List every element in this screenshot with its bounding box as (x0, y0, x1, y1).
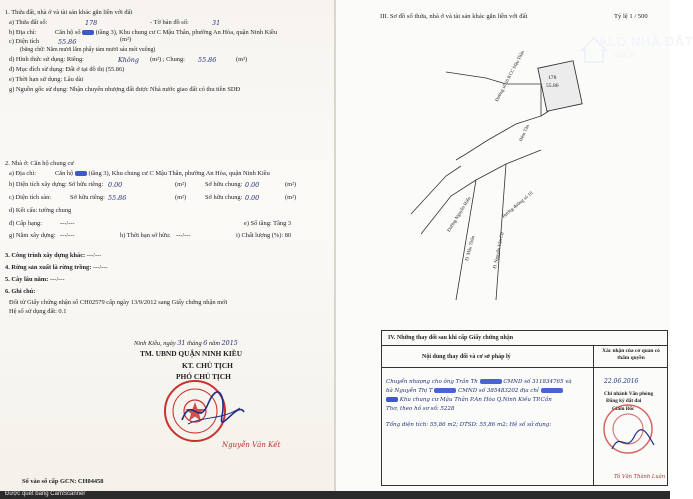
build-area-shared-label: Sở hữu chung: (205, 181, 243, 188)
house-address-suffix: (tầng 3), Khu chung cư C Mậu Thân, phường An Hòa, quận Ninh Kiều (88, 170, 270, 177)
floor-area-private: 55.86 (108, 194, 127, 202)
sign-place: Ninh Kiều, ngày (134, 340, 176, 347)
sign-title: PHÓ CHỦ TỊCH (176, 372, 231, 381)
build-area-label: b) Diện tích xây dựng: Sở hữu riêng: (9, 181, 104, 188)
change-line-2-post: CMND số 385483202 địa chỉ (458, 388, 539, 394)
ownership-term-label: h) Thời hạn sở hữu: (120, 232, 171, 239)
usage-private-value: Không (118, 56, 139, 64)
usage-purpose: đ) Mục đích sử dụng: Đất ở tại đô thị (55.86) (9, 66, 125, 73)
section-3-value: ---/--- (86, 252, 102, 259)
office-name-1: Chi nhánh Văn phòng (604, 391, 654, 397)
table-rule (382, 367, 667, 368)
map-lot-number: 178 (548, 75, 557, 81)
section-3 (5, 252, 101, 260)
changes-table (381, 330, 668, 486)
lot-178-outline (538, 61, 582, 112)
change-line-2 (386, 387, 563, 395)
floor-count: e) Số tầng: Tầng 3 (244, 220, 292, 227)
left-page (0, 0, 336, 499)
section-4 (5, 264, 107, 272)
gcn-serial: Số vào sổ cấp GCN: CH04458 (22, 478, 104, 485)
office-name-2: Đăng ký đất đai (606, 398, 642, 404)
road-label-1: Đường số 10 KCC Mậu Thân (494, 50, 527, 103)
office-signature (608, 427, 658, 457)
map-sheet-label: - Tờ bản đồ số: (150, 19, 189, 26)
section-1-header: 1. Thửa đất, nhà ở và tài sản khác gắn liền với đất (5, 9, 133, 16)
section-4-value: ---/--- (92, 264, 108, 271)
floor-area-private-label: Sở hữu riêng: (70, 194, 105, 201)
redaction-mark (541, 388, 563, 393)
section-5 (5, 276, 64, 284)
ownership-term-value: ---/--- (176, 232, 191, 239)
scan-footer-bar (0, 491, 670, 499)
road-label-2: Hướng đường số 10 (501, 191, 535, 220)
build-area-shared: 0.00 (245, 181, 260, 189)
sign-year: 2015 (221, 339, 238, 347)
office-title: Giám Đốc (612, 406, 635, 412)
build-area-unit-2: (m²) (285, 181, 297, 188)
usage-shared-label: (m²) ; Chung: (150, 56, 185, 63)
section-5-title: 5. Cây lâu năm: (5, 276, 49, 283)
change-line-3 (386, 396, 552, 404)
address-line (55, 29, 277, 37)
section-4-title: 4. Rừng sản xuất là rừng trồng: (5, 264, 92, 271)
redaction-mark (82, 30, 94, 35)
build-year-label: g) Năm xây dựng: (9, 232, 56, 239)
change-line-4: Thơ, theo hồ sơ số: 5228 (386, 406, 455, 412)
grade-value: ---/--- (60, 220, 75, 227)
watermark-brand: ALO NHÀ ĐẤT (598, 34, 693, 49)
address-prefix: Căn hộ số (55, 29, 81, 36)
map-header: III. Sơ đồ số thửa, nhà ở và tài sản khác gắn liền với đất (380, 13, 528, 20)
area-value: 55.86 (58, 38, 77, 46)
table-column-rule (593, 345, 594, 485)
redaction-mark (386, 397, 398, 402)
section-5-value: ---/--- (49, 276, 65, 283)
usage-shared-value: 55.86 (198, 56, 217, 64)
redaction-mark (480, 379, 502, 384)
floor-area-shared: 0.00 (245, 194, 260, 202)
changes-header: IV. Những thay đổi sau khi cấp Giấy chứng nhận (388, 335, 514, 341)
lot-number-label: a) Thửa đất số: (9, 19, 48, 26)
usage-form-label: d) Hình thức sử dụng: Riêng: (9, 56, 84, 63)
house-address-prefix: Căn hộ (55, 170, 74, 177)
sign-day: 31 (177, 339, 186, 347)
usage-term: e) Thời hạn sử dụng: Lâu dài (9, 76, 84, 83)
sign-date (134, 339, 238, 348)
redaction-mark (434, 388, 456, 393)
area-label: c) Diện tích (9, 38, 40, 45)
sign-month-label: tháng (187, 340, 202, 347)
floor-area-unit-2: (m²) (285, 194, 297, 201)
note-line-2: Hệ số sử dụng đất: 0.1 (9, 308, 67, 315)
area-unit: (m²) (120, 36, 132, 43)
quality: i) Chất lượng (%): 80 (236, 232, 292, 239)
sign-org: TM. UBND QUẬN NINH KIỀU (140, 349, 243, 358)
change-line-2-pre: bà Nguyễn Thị T (386, 388, 433, 394)
office-signer: Tô Văn Thành Luân (614, 474, 666, 480)
change-line-3-text: Khu chung cư Mậu Thân P.An Hòa Q.Ninh Kiều TP.Cần (399, 397, 552, 403)
note-line-1: Đổi từ Giấy chứng nhận số CH02579 cấp ngày 13/9/2012 sang Giấy chứng nhận mới (9, 299, 228, 306)
section-6-title: 6. Ghi chú: (5, 288, 36, 295)
change-line-1-pre: Chuyển nhượng cho ông Trần Th (386, 379, 478, 385)
map-sheet-value: 31 (212, 19, 221, 27)
scan-footer-text: Được quét bằng CamScanner (5, 491, 86, 497)
area-in-words: (bằng chữ: Năm mươi lăm phẩy tám mươi sáu mét vuông) (20, 47, 156, 53)
section-2-header (5, 160, 74, 168)
watermark-domain: .com.vn (612, 52, 637, 59)
address-label: b) Địa chỉ: (9, 29, 37, 36)
road-label-6: Đ. Nguyễn Văn Cừ (492, 231, 506, 270)
floor-area-unit: (m²) (175, 194, 187, 201)
change-line-1 (386, 378, 572, 386)
lot-number-value: 178 (85, 19, 98, 27)
build-area-unit: (m²) (175, 181, 187, 188)
structure: d) Kết cấu: tường chung (9, 207, 72, 214)
signature-scribble (178, 390, 248, 430)
floor-area-label: c) Diện tích sàn: (9, 194, 52, 201)
house-type: Căn hộ chung cư (30, 160, 74, 167)
change-line-5: Tổng diện tích: 55,86 m2; DTSD: 55,86 m2; Hệ số sử dụng: (386, 422, 552, 428)
changes-col-confirm: Xác nhận của cơ quan có thẩm quyền (602, 348, 660, 361)
redaction-mark (75, 171, 87, 176)
road-label-5: Đ. Mậu Thân (464, 235, 477, 262)
build-year-value: ---/--- (60, 232, 75, 239)
section-3-title: 3. Công trình xây dựng khác: (5, 252, 86, 259)
map-lot-area: 55.86 (546, 83, 559, 89)
map-scale: Tỷ lệ 1 / 500 (614, 13, 648, 20)
build-area-private: 0.00 (108, 181, 123, 189)
changes-col-content: Nội dung thay đổi và cơ sở pháp lý (422, 354, 511, 360)
section-2-title: 2. Nhà ở: (5, 160, 29, 167)
grade-label: đ) Cấp hạng: (9, 220, 43, 227)
house-address-line (55, 170, 270, 178)
signer-name: Nguyễn Văn Kết (222, 441, 281, 449)
sign-month: 6 (203, 339, 208, 347)
road-label-3: Hẻm Tân (518, 124, 532, 143)
road-label-4: Đường Nguyễn Hiển (446, 196, 473, 234)
usage-unit: (m²) (236, 56, 248, 63)
usage-origin: g) Nguồn gốc sử dụng: Nhận chuyển nhượng đất được Nhà nước giao đất có thu tiền SDĐ (9, 86, 241, 93)
change-line-1-post: CMND số 311834765 và (503, 379, 572, 385)
right-page (336, 0, 670, 499)
house-address-label: a) Địa chỉ: (9, 170, 36, 177)
sign-year-label: năm (208, 340, 220, 347)
floor-area-shared-label: Sở hữu chung: (205, 194, 243, 201)
address-suffix: (tầng 3), Khu chung cư C Mậu Thân, phường An Hòa, quận Ninh Kiều (95, 29, 278, 36)
road-outline (411, 72, 566, 300)
stamp-date: 22.06.2016 (604, 378, 639, 385)
sign-kt: KT. CHỦ TỊCH (182, 361, 233, 370)
table-rule (382, 345, 667, 346)
